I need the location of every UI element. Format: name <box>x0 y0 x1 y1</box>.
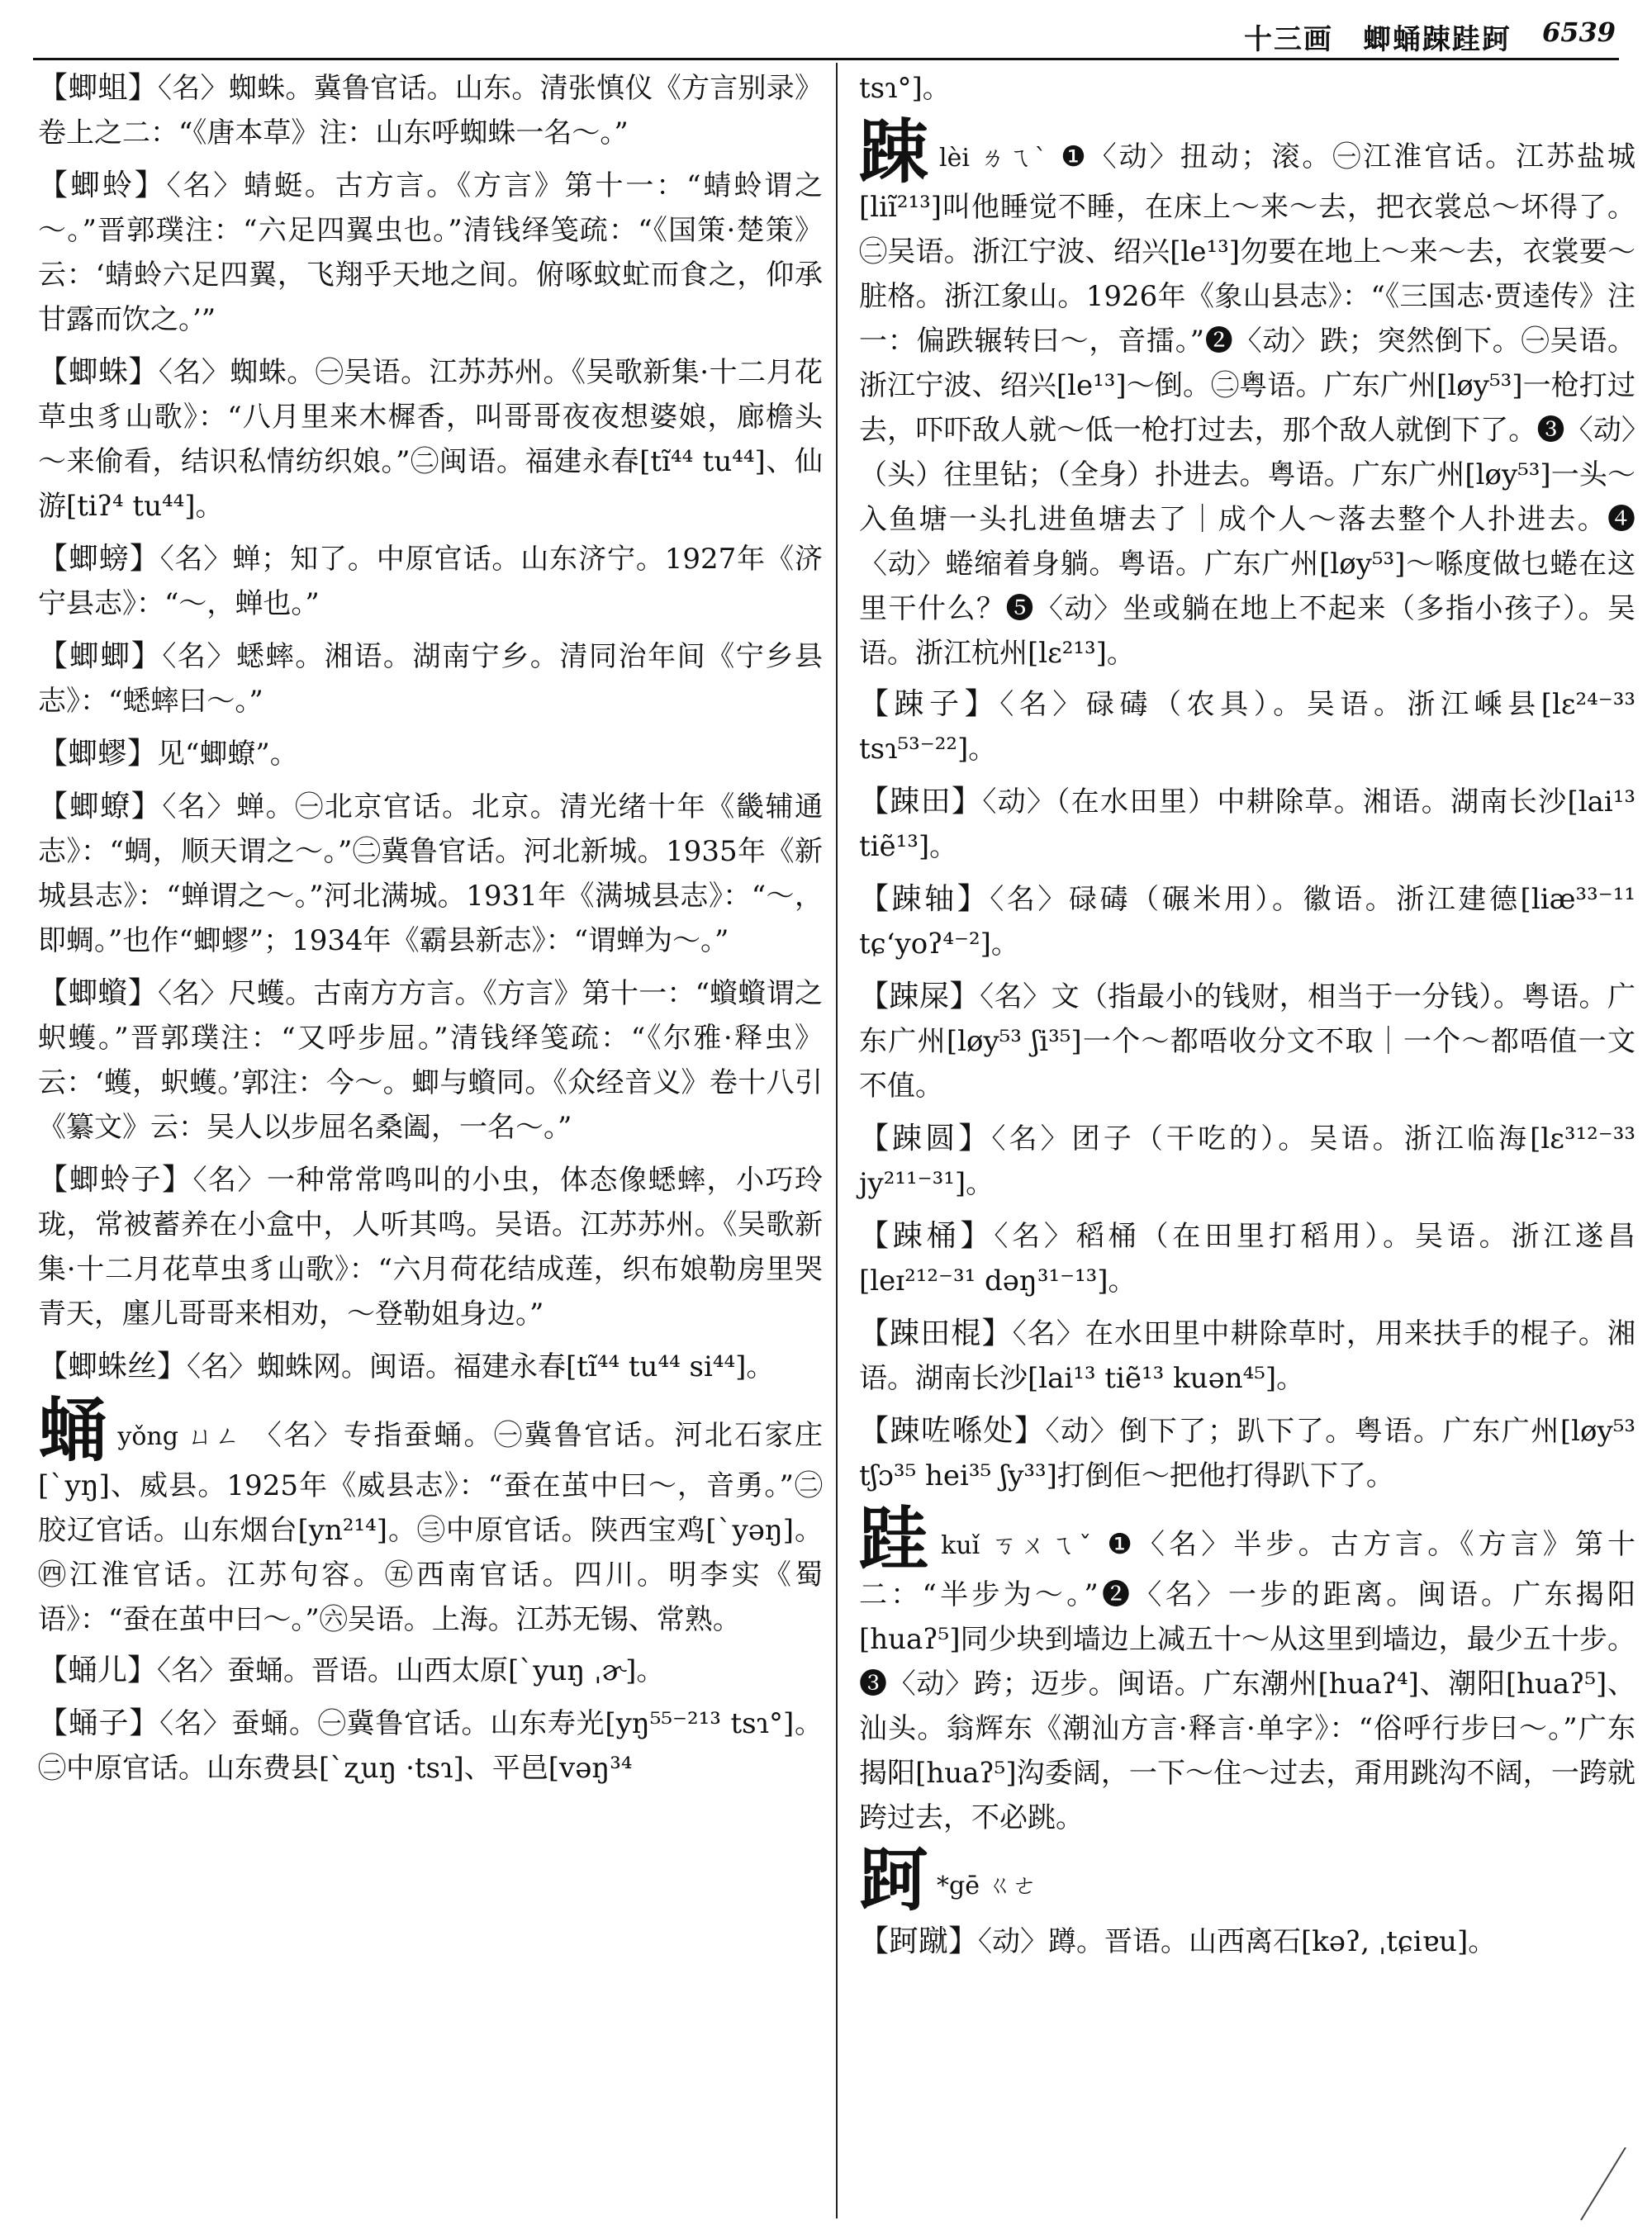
dictionary-entry <box>38 634 823 724</box>
dictionary-entry <box>38 537 823 626</box>
dictionary-entry <box>859 1117 1635 1206</box>
entry-definition: 〈动〉倒下了；趴下了。粤语。广东广州[løy⁵³ tʃɔ³⁵ hei³⁵ ʃy³³]打倒佢～把他打得趴下了。 <box>859 1415 1635 1492</box>
dictionary-entry <box>38 785 823 963</box>
dictionary-entry <box>859 682 1635 771</box>
entry-definition: 〈名〉尺蠖。古南方方言。《方言》第十一：“蠀蠀谓之蚇蠖。”晋郭璞注：“又呼步屈。”清钱绎笺疏：“《尔雅·释虫》云：‘蠖，蚇蠖。’郭注：今～。蝍与蠀同。《众经音义》卷十八引《纂文》云：吴人以步屈名桑阖，一名～。” <box>38 977 823 1144</box>
character-entry-lei <box>859 112 1635 676</box>
dictionary-entry <box>859 1312 1635 1401</box>
entry-headword: 【蝍蛛丝】 <box>38 1350 188 1383</box>
character-entry-ge <box>859 1839 1635 1920</box>
dictionary-entry <box>38 1345 823 1389</box>
character-pronunciation: lèi ㄌㄟˋ <box>938 144 1050 173</box>
dictionary-entry <box>38 66 823 155</box>
entry-headword: 【蝍蛆】 <box>38 71 159 105</box>
character-pronunciation: *gē ㄍㄜ <box>937 1872 1037 1900</box>
entry-definition: 〈名〉碌碡（农具）。吴语。浙江嵊县[lɛ²⁴⁻³³ tsɿ⁵³⁻²²]。 <box>859 688 1635 766</box>
entry-headword: 【蝍蝍】 <box>38 639 163 673</box>
entry-definition: 〈名〉蚕蛹。㊀冀鲁官话。山东寿光[yŋ⁵⁵⁻²¹³ tsɿ°]。㊁中原官话。山东费县[ˋʐuŋ ·tsɿ]、平邑[vəŋ³⁴ <box>38 1707 823 1785</box>
entry-definition: 〈名〉蚕蛹。晋语。山西太原[ˋyuŋ ˌɚ]。 <box>157 1654 665 1687</box>
entry-definition: 〈名〉蜘蛛网。闽语。福建永春[tĩ⁴⁴ tu⁴⁴ si⁴⁴]。 <box>187 1350 775 1383</box>
entry-definition: 〈名〉在水田里中耕除草时，用来扶手的棍子。湘语。湖南长沙[lai¹³ tiẽ¹³ kuən⁴⁵]。 <box>859 1317 1635 1395</box>
main-character: 蛹 <box>38 1390 110 1471</box>
entry-headword: 【蝍螃】 <box>38 542 160 576</box>
entry-headword: 【蛹儿】 <box>38 1654 158 1687</box>
entry-headword: 【踈圆】 <box>859 1122 992 1155</box>
dictionary-entry <box>859 975 1635 1108</box>
entry-definition: 〈名〉蝉；知了。中原官话。山东济宁。1927年《济宁县志》：“～，蝉也。” <box>38 543 823 620</box>
entry-headword: 【踈屎】 <box>859 980 980 1013</box>
entry-definition: 〈动〉（在水田里）中耕除草。湘语。湖南长沙[lai¹³ tiẽ¹³]。 <box>859 785 1635 863</box>
continued-text: tsɿ°]。 <box>859 72 951 105</box>
entry-headword: 【蝍蟟】 <box>38 790 163 823</box>
entry-headword: 【踈咗喺处】 <box>859 1414 1046 1448</box>
dictionary-entry <box>859 1919 1635 1964</box>
dictionary-entry <box>38 971 823 1150</box>
entry-headword: 【蛹子】 <box>38 1706 160 1740</box>
entry-headword: 【蝍蠀】 <box>38 976 158 1010</box>
running-title: 十三画 蝍蛹踈跬跒 <box>1244 23 1512 56</box>
right-column <box>859 66 1635 1972</box>
entry-definition: 〈名〉文（指最小的钱财，相当于一分钱）。粤语。广东广州[løy⁵³ ʃi³⁵]一个～都唔收分文不取｜一个～都唔值一文不值。 <box>859 980 1635 1103</box>
entry-definition: 〈名〉蜘蛛。冀鲁官话。山东。清张慎仪《方言别录》卷上之二：“《唐本草》注：山东呼蜘蛛一名～。” <box>38 72 823 149</box>
character-definition: ❶〈动〉扭动；滚。㊀江淮官话。江苏盐城[liĩ²¹³]叫他睡觉不睡，在床上～来～去，把衣裳总～坏得了。㊁吴语。浙江宁波、绍兴[le¹³]勿要在地上～来～去，衣裳要～脏格。浙江象山。1926年《象山县志》：“《三国志·贾逵传》注一：偏跌辗转曰～，音擂。”❷〈动〉跌；突然倒下。㊀吴语。浙江宁波、绍兴[le¹³]～倒。㊁粤语。广东广州[løy⁵³]一枪打过去，吓吓敌人就～低一枪打过去，那个敌人就倒下了。❸〈动〉（头）往里钻；（全身）扑进去。粤语。广东广州[løy⁵³]一头～入鱼塘一头扎进鱼塘去了｜成个人～落去整个人扑进去。❹〈动〉蜷缩着身躺。粤语。广东广州[løy⁵³]～喺度做乜蜷在这里干什么？❺〈动〉坐或躺在地上不起来（多指小孩子）。吴语。浙江杭州[lɛ²¹³]。 <box>859 140 1635 670</box>
entry-headword: 【踈田】 <box>859 785 983 818</box>
dictionary-entry <box>38 350 823 529</box>
entry-definition: 〈名〉团子（干吃的）。吴语。浙江临海[lɛ³¹²⁻³³ jy²¹¹⁻³¹]。 <box>859 1122 1635 1200</box>
entry-headword: 【蝍蛉子】 <box>38 1163 193 1197</box>
entry-definition: 〈名〉稻桶（在田里打稻用）。吴语。浙江遂昌[leɪ²¹²⁻³¹ dəŋ³¹⁻¹³]。 <box>859 1220 1635 1298</box>
dictionary-entry <box>38 1649 823 1693</box>
entry-headword: 【蝍蛛】 <box>38 355 159 389</box>
entry-headword: 【踈田棍】 <box>859 1317 1013 1350</box>
dictionary-entry <box>38 1158 823 1336</box>
entry-definition: 〈名〉蜻蜓。古方言。《方言》第十一：“蜻蛉谓之～。”晋郭璞注：“六足四翼虫也。”清钱绎笺疏：“《国策·楚策》云：‘蜻蛉六足四翼，飞翔乎天地之间。俯啄蚊虻而食之，仰承甘露而饮之。’” <box>38 169 823 336</box>
character-entry-kui <box>859 1499 1635 1840</box>
left-column <box>38 66 823 1799</box>
entry-definition: 〈名〉蜘蛛。㊀吴语。江苏苏州。《吴歌新集·十二月花草虫豸山歌》：“八月里来木樨香，叫哥哥夜夜想婆娘，廊檐头～来偷看，结识私情纺织娘。”㊁闽语。福建永春[tĩ⁴⁴ tu⁴⁴]、仙游[tiʔ⁴ tu⁴⁴]。 <box>38 356 823 523</box>
main-character: 跬 <box>859 1499 933 1580</box>
column-divider <box>836 63 838 2218</box>
entry-headword: 【踈子】 <box>859 687 1000 721</box>
dictionary-entry <box>859 780 1635 869</box>
entry-definition: 见“蝍蟟”。 <box>157 738 298 771</box>
entry-definition: 〈动〉蹲。晋语。山西离石[kəʔ, ˌtɕiɐu]。 <box>978 1925 1497 1958</box>
dictionary-entry <box>859 1214 1635 1303</box>
entry-definition: 〈名〉碌碡（碾米用）。徽语。浙江建德[liæ³³⁻¹¹ tɕʻyoʔ⁴⁻²]。 <box>859 883 1635 961</box>
entry-headword: 【跒蹴】 <box>859 1924 979 1958</box>
dictionary-entry <box>38 164 823 342</box>
character-definition: ❶〈名〉半步。古方言。《方言》第十二：“半步为～。”❷〈名〉一步的距离。闽语。广东揭阳[huaʔ⁵]同少块到墙边上减五十～从这里到墙边，最少五十步。❸〈动〉跨；迈步。闽语。广东潮州[huaʔ⁴]、潮阳[huaʔ⁵]、汕头。翁辉东《潮汕方言·释言·单字》：“俗呼行步曰～。”广东揭阳[huaʔ⁵]沟委阔，一下～住～过去，甭用跳沟不阔，一跨就跨过去，不必跳。 <box>859 1528 1635 1834</box>
dictionary-entry <box>859 1409 1635 1498</box>
character-definition: 〈名〉专指蚕蛹。㊀冀鲁官话。河北石家庄[ˋyŋ]、威县。1925年《威县志》：“蚕在茧中曰～，音勇。”㊁胶辽官话。山东烟台[yn²¹⁴]。㊂中原官话。陕西宝鸡[ˋyəŋ]。㊃江淮官话。江苏句容。㊄西南官话。四川。明李实《蜀语》：“蚕在茧中曰～。”㊅吴语。上海。江苏无锡、常熟。 <box>38 1419 823 1636</box>
entry-headword: 【蝍蟉】 <box>38 737 158 771</box>
entry-headword: 【蝍蛉】 <box>38 168 167 202</box>
page-corner-mark <box>1578 2147 1627 2222</box>
character-entry-yong <box>38 1390 823 1642</box>
entry-definition: 〈名〉蟋蟀。湘语。湖南宁乡。清同治年间《宁乡县志》：“蟋蟀曰～。” <box>38 640 823 718</box>
main-character: 跒 <box>859 1839 929 1920</box>
entry-headword: 【踈桶】 <box>859 1219 995 1253</box>
page-header <box>33 12 1619 60</box>
dictionary-entry <box>38 732 823 776</box>
entry-headword: 【踈轴】 <box>859 882 990 916</box>
entry-definition: 〈名〉一种常常鸣叫的小虫，体态像蟋蟀，小巧玲珑，常被蓄养在小盒中，人听其鸣。吴语。江苏苏州。《吴歌新集·十二月花草虫豸山歌》：“六月荷花结成莲，织布娘勒房里哭青天，廛儿哥哥来相劝，～登勒姐身边。” <box>38 1164 823 1331</box>
main-character: 踈 <box>859 112 931 192</box>
dictionary-entry <box>859 877 1635 966</box>
character-pronunciation: kuǐ ㄎㄨㄟˇ <box>941 1531 1096 1560</box>
entry-definition: 〈名〉蝉。㊀北京官话。北京。清光绪十年《畿辅通志》：“蜩，顺天谓之～。”㊁冀鲁官话。河北新城。1935年《新城县志》：“蝉谓之～。”河北满城。1931年《满城县志》：“～，即蜩。”也作“蝍蟉”；1934年《霸县新志》：“谓蝉为～。” <box>38 790 823 957</box>
character-pronunciation: yǒng ㄩㄥ <box>117 1422 242 1451</box>
dictionary-entry <box>38 1701 823 1791</box>
page-number: 6539 <box>1541 17 1616 48</box>
